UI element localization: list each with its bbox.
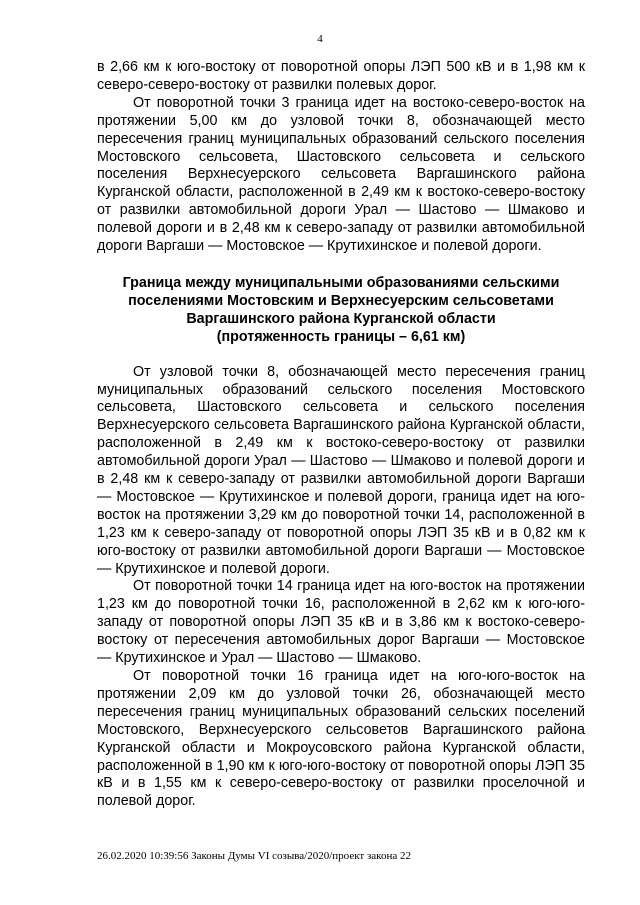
section-heading-length: (протяженность границы – 6,61 км) (216, 328, 466, 345)
document-body (97, 59, 585, 811)
page-footer: 26.02.2020 10:39:56 Законы Думы VI созыва/2020/проект закона 22 (97, 850, 411, 862)
paragraph-continuation: в 2,66 км к юго-востоку от поворотной опоры ЛЭП 500 кВ и в 1,98 км к северо-северо-востоку от развилки полевых дорог. (97, 59, 585, 93)
section-heading-line-2: поселениями Мостовским и Верхнесуерским сельсоветами (128, 292, 554, 309)
paragraph-point-3: От поворотной точки 3 граница идет на востоко-северо-восток на протяжении 5,00 км до узловой точки 8, обозначающей место пересечения границ муниципальных образований сельского поселения Мостовского сельсовета, Шастовского сельсовета и сельского поселения Верхнесуерского сельсовета Варгашинского района Курганской области, расположенной в 2,49 км к востоко-северо-востоку от развилки автомобильной дороги Урал — Шастово — Шмаково и полевой дороги и в 2,48 км к северо-западу от развилки автомобильной дороги Варгаши — Мостовское — Крутихинское и полевой дороги. (97, 94, 585, 255)
section-heading (97, 275, 585, 347)
paragraph-point-14: От поворотной точки 14 граница идет на юго-восток на протяжении 1,23 км до поворотной точки 16, расположенной в 2,62 км к юго-юго-западу от поворотной опоры ЛЭП 35 кВ и в 3,86 км к востоко-северо-востоку от пересечения автомобильных дорог Варгаши — Мостовское — Крутихинское и Урал — Шастово — Шмаково. (97, 578, 585, 667)
section-heading-line-3: Варгашинского района Курганской области (186, 310, 496, 327)
paragraph-point-8: От узловой точки 8, обозначающей место пересечения границ муниципальных образований сельского поселения Мостовского сельсовета, Шастовского сельсовета и сельского поселения Верхнесуерского сельсовета Варгашинского района Курганской области, расположенной в 2,49 км к востоко-северо-востоку от развилки автомобильной дороги Урал — Шастово — Шмаково и полевой дороги и в 2,48 км к северо-западу от развилки автомобильной дороги Варгаши — Мостовское — Крутихинское и полевой дороги, граница идет на юго-восток на протяжении 3,29 км до поворотной точки 14, расположенной в 1,23 км к северо-западу от поворотной опоры ЛЭП 35 кВ и в 0,82 км к юго-востоку от развилки автомобильной дороги Варгаши — Мостовское — Крутихинское и полевой дороги. (97, 363, 585, 577)
page-number: 4 (317, 33, 323, 45)
paragraph-point-16: От поворотной точки 16 граница идет на юго-юго-восток на протяжении 2,09 км до узловой точки 26, обозначающей место пересечения границ муниципальных образований сельских поселений Мостовского, Верхнесуерского сельсоветов Варгашинского района Курганской области и Мокроусовского района Курганской области, расположенной в 1,90 км к юго-юго-востоку от поворотной опоры ЛЭП 35 кВ и в 1,55 км к северо-северо-востоку от развилки проселочной и полевой дорог. (97, 668, 585, 810)
section-heading-line-1: Граница между муниципальными образованиями сельскими (122, 274, 560, 291)
